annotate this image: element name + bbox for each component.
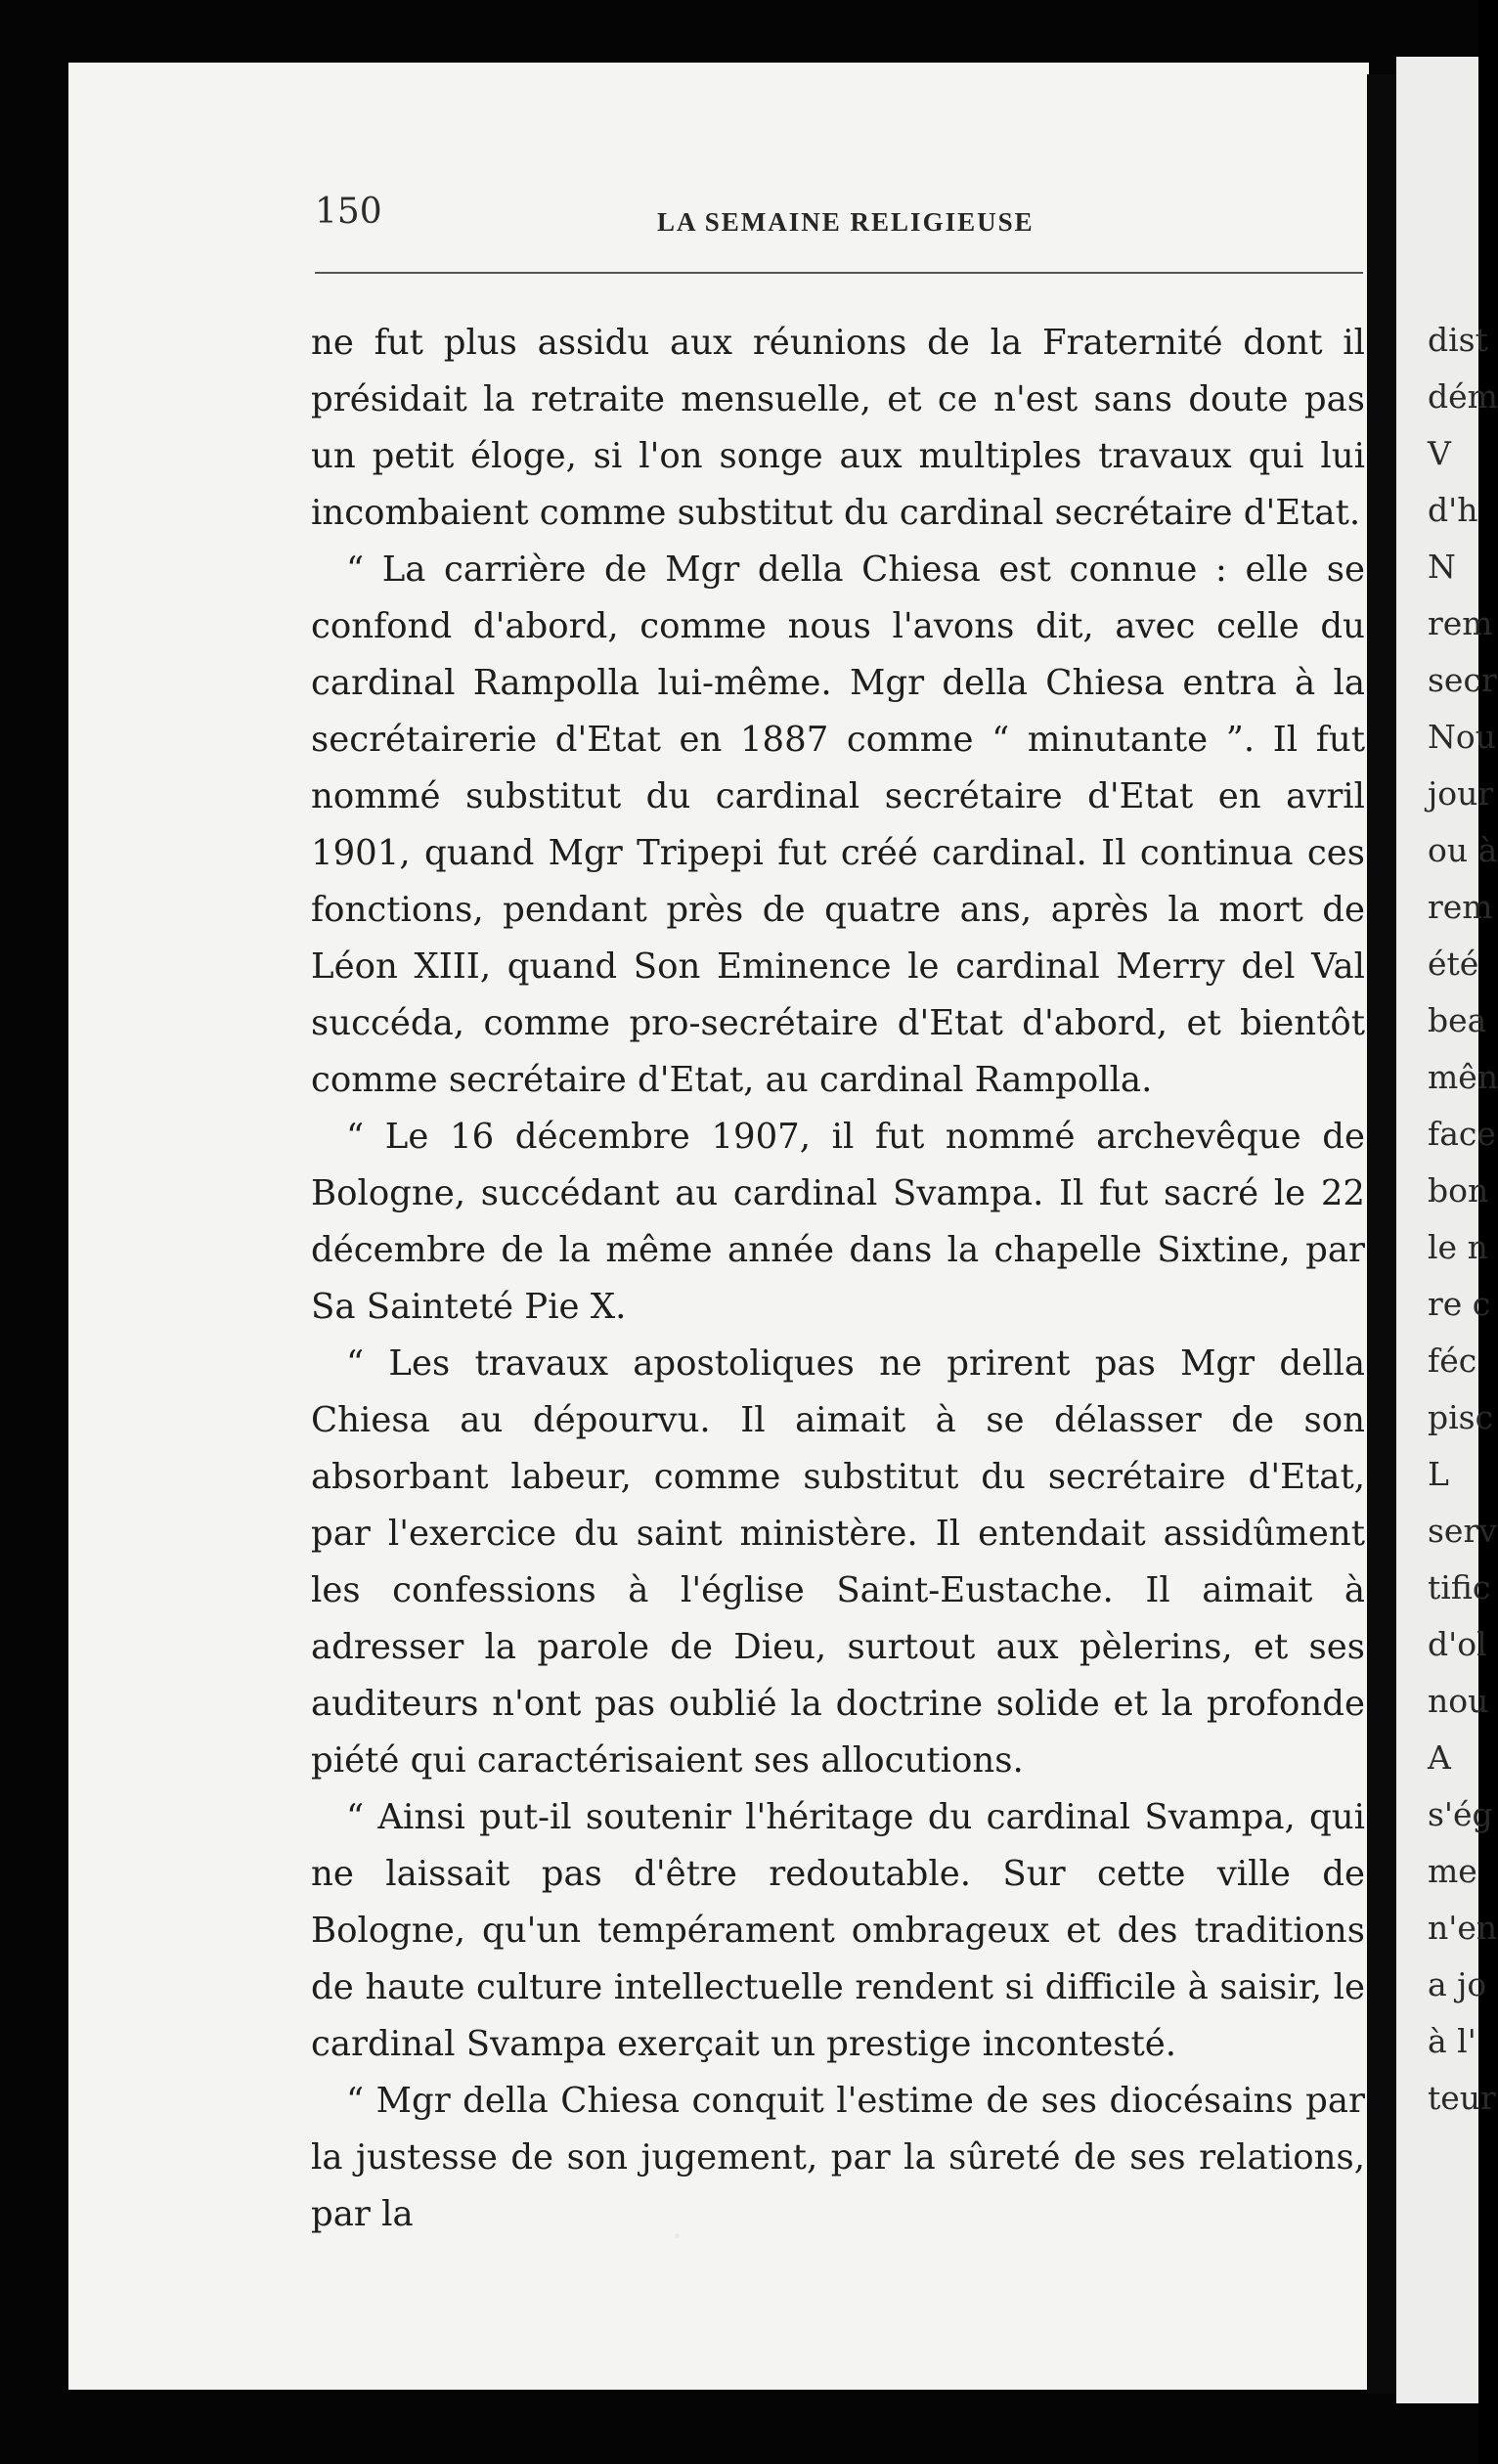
adjacent-page-fragment: re c bbox=[1428, 1285, 1491, 1323]
adjacent-page-edge bbox=[1396, 57, 1498, 2403]
adjacent-page-fragment: ou à bbox=[1428, 831, 1498, 869]
adjacent-page-fragment: jour bbox=[1428, 774, 1494, 813]
adjacent-page-fragment: pisc bbox=[1428, 1398, 1494, 1436]
body-text bbox=[311, 315, 1365, 2243]
adjacent-page-fragment: d'h bbox=[1428, 491, 1478, 529]
page-number: 150 bbox=[315, 192, 382, 232]
adjacent-page-fragment: face bbox=[1428, 1115, 1496, 1153]
adjacent-page-fragment: nou bbox=[1428, 1682, 1489, 1720]
adjacent-page-fragment: A bbox=[1428, 1738, 1451, 1777]
adjacent-page-fragment: serv bbox=[1428, 1512, 1497, 1550]
adjacent-page-fragment: le n bbox=[1428, 1228, 1488, 1266]
adjacent-page-fragment: Nou bbox=[1428, 718, 1496, 756]
adjacent-page-fragment: dist bbox=[1428, 321, 1488, 359]
adjacent-page-fragment: secr bbox=[1428, 661, 1497, 699]
running-title: LA SEMAINE RELIGIEUSE bbox=[657, 207, 1035, 237]
adjacent-page-fragment: s'ég bbox=[1428, 1795, 1493, 1833]
adjacent-page-fragment: V bbox=[1428, 434, 1451, 472]
adjacent-page-fragment: me bbox=[1428, 1852, 1477, 1890]
adjacent-page-fragment: n'en bbox=[1428, 1909, 1498, 1947]
page-header bbox=[315, 192, 1361, 242]
adjacent-page-fragment: féc bbox=[1428, 1342, 1477, 1380]
paragraph: “ Le 16 décembre 1907, il fut nommé archevêque de Bologne, succédant au cardinal Svampa. Il fut sacré le 22 décembre de la même année dans la chapelle Sixtine, par Sa Sainteté Pie X. bbox=[311, 1117, 1365, 1327]
header-rule bbox=[315, 272, 1363, 274]
page-gutter-shadow bbox=[1367, 74, 1396, 2394]
paragraph: “ La carrière de Mgr della Chiesa est connue : elle se confond d'abord, comme nous l'avons dit, avec celle du cardinal Rampolla lui-même. Mgr della Chiesa entra à la secrétairerie d'Etat en 1887 comme “ minutante ”. Il fut nommé substitut du cardinal secrétaire d'Etat en avril 1901, quand Mgr Tripepi fut créé cardinal. Il continua ces fonctions, pendant près de quatre ans, après la mort de Léon XIII, quand Son Eminence le cardinal Merry del Val succéda, comme pro-secrétaire d'Etat d'abord, et bientôt comme secrétaire d'Etat, au cardinal Rampolla. bbox=[311, 550, 1365, 1100]
adjacent-page-fragment: teur bbox=[1428, 2079, 1496, 2117]
adjacent-page-fragment: été bbox=[1428, 945, 1479, 983]
adjacent-page-fragment: rem bbox=[1428, 604, 1493, 642]
adjacent-page-fragment: bea bbox=[1428, 1001, 1487, 1039]
adjacent-page-fragment: L bbox=[1428, 1455, 1449, 1493]
paragraph: “ Ainsi put-il soutenir l'héritage du cardinal Svampa, qui ne laissait pas d'être redoutable. Sur cette ville de Bologne, qu'un tempérament ombrageux et des traditions de haute culture intellectuelle rendent si difficile à saisir, le cardinal Svampa exerçait un prestige incontesté. bbox=[311, 1797, 1365, 2064]
paragraph: “ Mgr della Chiesa conquit l'estime de ses diocésains par la justesse de son jugement, par la sûreté de ses relations, par la bbox=[311, 2081, 1365, 2234]
paragraph: ne fut plus assidu aux réunions de la Fraternité dont il présidait la retraite mensuelle, et ce n'est sans doute pas un petit éloge, si l'on songe aux multiples travaux qui lui incombaient comme substitut du cardinal secrétaire d'Etat. bbox=[311, 323, 1365, 533]
adjacent-page-fragment: N bbox=[1428, 548, 1456, 586]
adjacent-page-fragment: dém bbox=[1428, 377, 1498, 416]
adjacent-page-fragment: à l' bbox=[1428, 2022, 1476, 2060]
adjacent-page-fragment: rem bbox=[1428, 888, 1493, 926]
adjacent-page-fragment: d'ol bbox=[1428, 1625, 1487, 1663]
paragraph: “ Les travaux apostoliques ne prirent pas Mgr della Chiesa au dépourvu. Il aimait à se délasser de son absorbant labeur, comme substitut du secrétaire d'Etat, par l'exercice du saint ministère. Il entendait assidûment les confessions à l'église Saint-Eustache. Il aimait à adresser la parole de Dieu, surtout aux pèlerins, et ses auditeurs n'ont pas oublié la doctrine solide et la profonde piété qui caractérisaient ses allocutions. bbox=[311, 1343, 1365, 1781]
adjacent-page-fragment: mên bbox=[1428, 1058, 1498, 1096]
adjacent-page-fragment: tific bbox=[1428, 1568, 1491, 1606]
adjacent-page-fragment: bon bbox=[1428, 1171, 1489, 1210]
adjacent-page-fragment: a jo bbox=[1428, 1965, 1487, 2003]
